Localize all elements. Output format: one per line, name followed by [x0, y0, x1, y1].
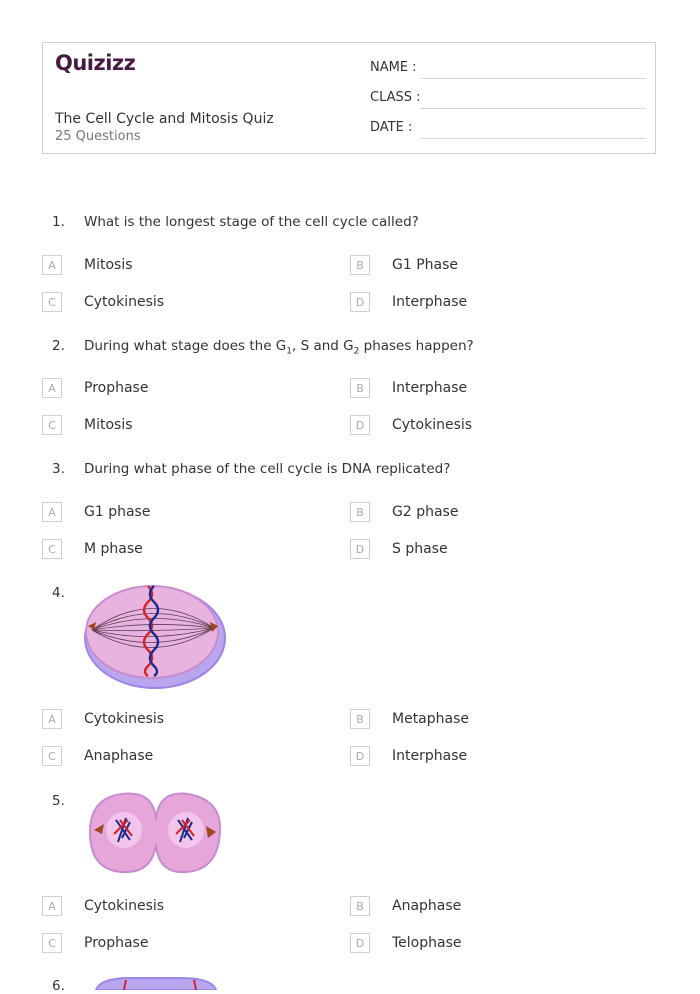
question-text: During what phase of the cell cycle is DNA replicated? [84, 461, 451, 477]
name-line[interactable] [421, 78, 646, 79]
option-letter: B [350, 709, 370, 729]
question-number: 2. [52, 338, 65, 354]
question-number: 5. [52, 793, 65, 809]
option-label: Prophase [84, 380, 149, 396]
option-label: Interphase [392, 294, 468, 310]
option-letter: D [350, 415, 370, 435]
class-line[interactable] [421, 108, 646, 109]
class-label: CLASS : [370, 90, 421, 105]
option-letter: A [42, 896, 62, 916]
option-label: G1 phase [84, 504, 151, 520]
option-letter: A [42, 255, 62, 275]
option-letter: B [350, 502, 370, 522]
quizizz-logo: Quizizz [55, 51, 136, 75]
question-number: 4. [52, 585, 65, 601]
question-count: 25 Questions [55, 129, 141, 144]
option-label: Cytokinesis [84, 294, 165, 310]
metaphase-cell-image [82, 578, 228, 690]
option-label: G2 phase [392, 504, 459, 520]
option-label: Prophase [84, 935, 149, 951]
telophase-cell-image [86, 790, 224, 874]
name-label: NAME : [370, 60, 417, 75]
question-number: 6. [52, 978, 65, 994]
option-label: Interphase [392, 748, 468, 764]
question-text: What is the longest stage of the cell cycle called? [84, 214, 419, 230]
option-letter: D [350, 746, 370, 766]
option-label: G1 Phase [392, 257, 459, 273]
option-label: Anaphase [392, 898, 462, 914]
option-letter: C [42, 292, 62, 312]
question-number: 1. [52, 214, 65, 230]
option-letter: C [42, 746, 62, 766]
option-label: Anaphase [84, 748, 154, 764]
option-label: Mitosis [84, 417, 133, 433]
option-label: Cytokinesis [392, 417, 473, 433]
option-label: Interphase [392, 380, 468, 396]
option-letter: B [350, 378, 370, 398]
option-letter: A [42, 709, 62, 729]
option-letter: D [350, 292, 370, 312]
option-label: S phase [392, 541, 448, 557]
option-label: Cytokinesis [84, 898, 165, 914]
option-label: Metaphase [392, 711, 470, 727]
option-letter: C [42, 539, 62, 559]
date-line[interactable] [421, 138, 646, 139]
worksheet-header [42, 42, 656, 154]
option-label: Cytokinesis [84, 711, 165, 727]
option-letter: C [42, 415, 62, 435]
option-letter: A [42, 378, 62, 398]
question-text: During what stage does the $G_1$, S and $G_2$ phases happen? [84, 338, 474, 357]
option-letter: D [350, 539, 370, 559]
cell-image-partial [90, 976, 220, 990]
option-letter: B [350, 255, 370, 275]
option-letter: C [42, 933, 62, 953]
question-number: 3. [52, 461, 65, 477]
option-letter: A [42, 502, 62, 522]
option-label: Mitosis [84, 257, 133, 273]
quiz-title: The Cell Cycle and Mitosis Quiz [55, 111, 274, 127]
option-letter: B [350, 896, 370, 916]
date-label: DATE : [370, 120, 413, 135]
option-label: Telophase [392, 935, 462, 951]
option-letter: D [350, 933, 370, 953]
option-label: M phase [84, 541, 143, 557]
